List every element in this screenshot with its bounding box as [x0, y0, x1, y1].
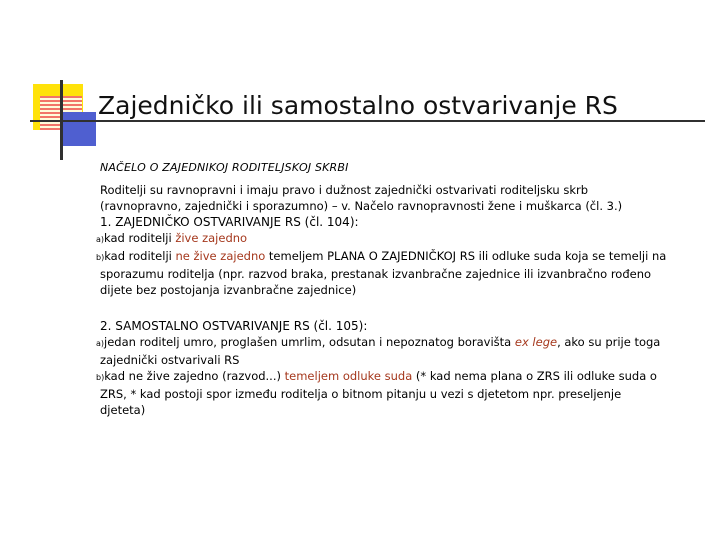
slide-content [96, 160, 670, 418]
section2-item-b-text: kad ne žive zajedno (razvod...) [104, 369, 285, 383]
principle-heading: NAČELO O ZAJEDNIKOJ RODITELJSKOJ SKRBI [100, 161, 349, 174]
section2-item-b [96, 368, 670, 418]
section2-item-a-highlight: ex lege [514, 335, 558, 349]
slide-title: Zajedničko ili samostalno ostvarivanje RS [98, 91, 618, 120]
section1-item-a-highlight: žive zajedno [175, 231, 248, 245]
section1-item-a-text: kad roditelji [104, 231, 176, 245]
section1-item-b-highlight: ne žive zajedno [175, 249, 266, 263]
section2-heading: 2. SAMOSTALNO OSTVARIVANJE RS (čl. 105): [100, 319, 368, 333]
section2-item-b-highlight: temeljem odluke suda [284, 369, 413, 383]
section2-item-a-label: a) [96, 339, 105, 348]
decor-blue-square [62, 112, 96, 146]
decor-horizontal-line [30, 120, 705, 122]
section2-item-b-label: b) [96, 373, 105, 382]
section1-item-a [96, 230, 670, 248]
section1-item-b-rest: temeljem PLANA O ZAJEDNIČKOJ RS ili odluke suda koja se temelji na sporazumu roditelja (npr. razvod braka, prestanak izvanbračne zajednice ili izvanbračno rođeno dijete bez postojanja izvanbračne zajednice) [100, 249, 667, 297]
section1-item-b [96, 248, 670, 298]
section-spacer [100, 298, 670, 318]
section1-item-a-label: a) [96, 235, 105, 244]
section1-item-b-label: b) [96, 253, 105, 262]
section2-item-a [96, 334, 670, 368]
section1-item-b-text: kad roditelji [104, 249, 176, 263]
principle-text: Roditelji su ravnopravni i imaju pravo i dužnost zajednički ostvarivati roditeljsku skrb (ravnopravno, zajednički i sporazumno) – v. Načelo ravnopravnosti žene i muškarca (čl. 3.) [100, 183, 623, 213]
section1-heading: 1. ZAJEDNIČKO OSTVARIVANJE RS (čl. 104): [100, 215, 359, 229]
section2-item-a-rest: , ako su prije toga zajednički ostvarivali RS [100, 335, 661, 367]
section2-item-b-rest: (* kad nema plana o ZRS ili odluke suda o ZRS, * kad postoji spor između roditelja o bitnom pitanju u vezi s djetetom npr. preseljenje djeteta) [100, 369, 657, 417]
section2-item-a-text: jedan roditelj umro, proglašen umrlim, odsutan i nepoznatog boravišta [104, 335, 515, 349]
